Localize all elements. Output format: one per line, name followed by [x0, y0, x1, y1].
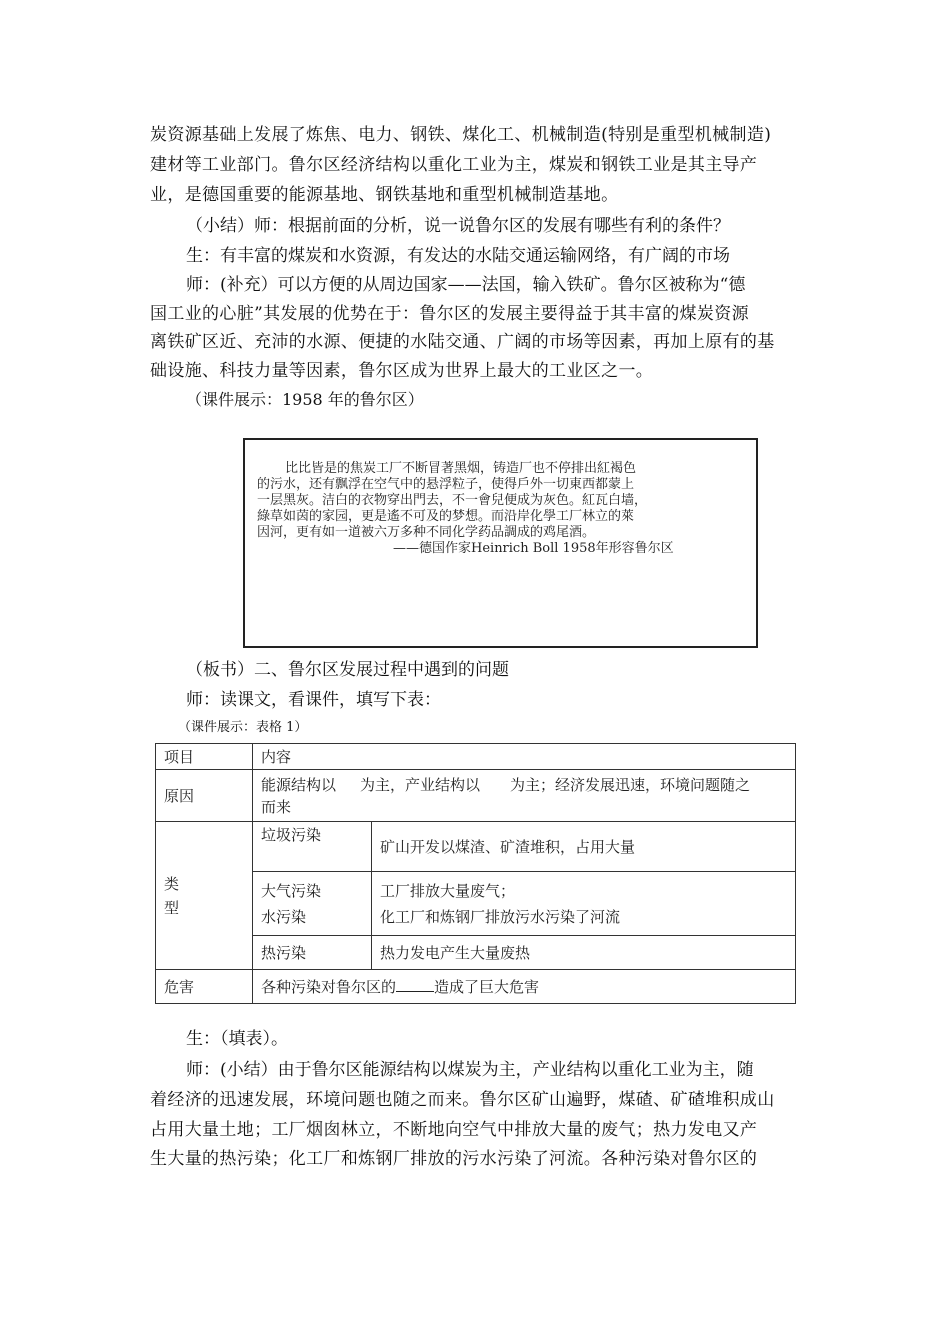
- student-fill: 生：（填表）。: [186, 1029, 288, 1049]
- harm-label: 危害: [156, 970, 253, 1004]
- student-answer: 生：有丰富的煤炭和水资源，有发达的水陆交通运输网络，有广阔的市场: [186, 246, 730, 266]
- paragraph-line: 业，是德国重要的能源基地、钢铁基地和重型机械制造基地。: [150, 185, 619, 205]
- quote-line: 的污水，还有飘浮在空气中的悬浮粒子，使得戶外一切東西都蒙上: [257, 477, 635, 492]
- pollution-desc: [372, 872, 796, 936]
- teacher-addition-line: 础设施、科技力量等因素，鲁尔区成为世界上最大的工业区之一。: [150, 361, 654, 381]
- paragraph-line: 建材等工业部门。鲁尔区经济结构以重化工业为主，煤炭和钢铁工业是其主导产: [150, 155, 758, 175]
- summary-question: （小结）师：根据前面的分析，说一说鲁尔区的发展有哪些有利的条件？: [186, 216, 730, 236]
- cause-text: 能源结构以: [261, 775, 337, 794]
- teacher-addition-line: 师：(补充）可以方便的从周边国家——法国，输入铁矿。鲁尔区被称为“德: [186, 275, 746, 295]
- fill-blank[interactable]: [396, 977, 434, 992]
- table-row: [156, 744, 796, 770]
- cause-text: 而来: [261, 797, 292, 816]
- pollution-desc-text: 化工厂和炼钢厂排放污水污染了河流: [380, 907, 621, 926]
- harm-text: 各种污染对鲁尔区的: [261, 978, 397, 996]
- table-caption: （课件展示：表格 1）: [178, 720, 308, 735]
- harm-content: [253, 970, 796, 1004]
- type-label: [156, 822, 253, 970]
- pollution-kind: [253, 872, 372, 936]
- table-row: [156, 822, 796, 872]
- quote-line: 一层黑灰。洁白的衣物穿出門去，不一會兒便成为灰色。紅瓦白墙，: [257, 493, 648, 508]
- pollution-kind-text: 大气污染: [261, 881, 322, 900]
- board-instruction: 师：读课文，看课件，填写下表：: [186, 690, 441, 710]
- summary-line: 师：(小结）由于鲁尔区能源结构以煤炭为主，产业结构以重化工业为主，随: [186, 1060, 754, 1080]
- cause-label: 原因: [156, 770, 253, 822]
- teacher-addition-line: 国工业的心脏”其发展的优势在于：鲁尔区的发展主要得益于其丰富的煤炭资源: [150, 304, 749, 324]
- type-label-char: 型: [164, 898, 180, 917]
- quote-box: [243, 438, 758, 648]
- table-row: [156, 770, 796, 822]
- courseware-caption: （课件展示：1958 年的鲁尔区）: [186, 390, 424, 409]
- pollution-desc: 热力发电产生大量废热: [372, 936, 796, 970]
- cause-content: [253, 770, 796, 822]
- board-heading: （板书）二、鲁尔区发展过程中遇到的问题: [186, 660, 509, 680]
- teacher-addition-line: 离铁矿区近、充沛的水源、便捷的水陆交通、广阔的市场等因素，再加上原有的基: [150, 332, 775, 352]
- pollution-table: [155, 743, 796, 1004]
- quote-line: 綠草如茵的家园，更是遙不可及的梦想。而沿岸化學工厂林立的萊: [257, 509, 635, 524]
- type-label-char: 类: [164, 874, 180, 893]
- harm-text: 造成了巨大危害: [434, 978, 540, 996]
- table-header-item: 项目: [156, 744, 253, 770]
- quote-attribution: ——德国作家Heinrich Boll 1958年形容鲁尔区: [393, 541, 674, 556]
- summary-line: 着经济的迅速发展，环境问题也随之而来。鲁尔区矿山遍野，煤碴、矿碴堆积成山: [150, 1090, 775, 1110]
- cause-text: 为主，产业结构以: [360, 775, 481, 794]
- summary-line: 生大量的热污染；化工厂和炼钢厂排放的污水污染了河流。各种污染对鲁尔区的: [150, 1149, 758, 1169]
- pollution-kind: 热污染: [253, 936, 372, 970]
- quote-line: 因河，更有如一道被六万多种不同化学药品調成的鸡尾酒。: [257, 525, 596, 540]
- pollution-kind: 垃圾污染: [253, 822, 372, 872]
- quote-line: 比比皆是的焦炭工厂不断冒著黑烟，铸造厂也不停排出紅褐色: [285, 461, 637, 476]
- summary-line: 占用大量土地；工厂烟囱林立，不断地向空气中排放大量的废气；热力发电又产: [150, 1120, 758, 1140]
- cause-text: 为主；经济发展迅速，环境问题随之: [510, 775, 751, 794]
- paragraph-line: 炭资源基础上发展了炼焦、电力、钢铁、煤化工、机械制造(特别是重型机械制造): [150, 125, 772, 145]
- pollution-desc-text: 工厂排放大量废气；: [380, 881, 516, 900]
- pollution-kind-text: 水污染: [261, 907, 307, 926]
- table-header-content: 内容: [253, 744, 796, 770]
- table-row: [156, 970, 796, 1004]
- pollution-desc: 矿山开发以煤渣、矿渣堆积，占用大量: [372, 822, 796, 872]
